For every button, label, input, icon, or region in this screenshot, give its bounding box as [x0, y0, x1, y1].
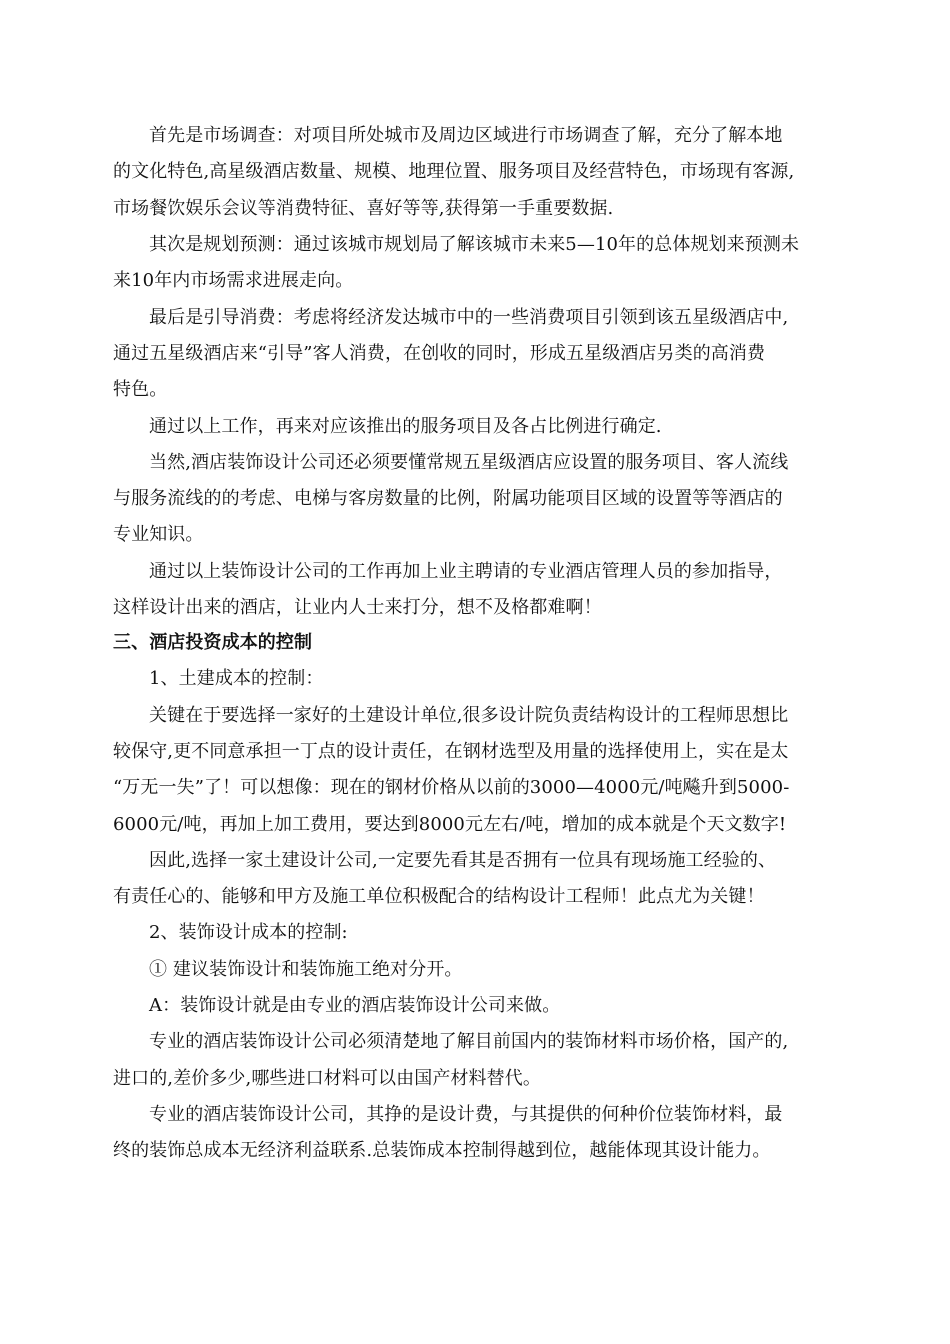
paragraph-line: 较保守,更不同意承担一丁点的设计责任，在钢材选型及用量的选择使用上，实在是太 [113, 741, 789, 762]
paragraph-line: 其次是规划预测：通过该城市规划局了解该城市未来5—10年的总体规划来预测未 [149, 234, 800, 255]
paragraph-line: 来10年内市场需求进展走向。 [113, 270, 354, 291]
paragraph-line: 特色。 [113, 379, 168, 400]
paragraph-line: 终的装饰总成本无经济利益联系.总装饰成本控制得越到位，越能体现其设计能力。 [113, 1140, 771, 1161]
subsection-heading: 1、土建成本的控制： [149, 668, 324, 689]
paragraph-line: “万无一失”了！可以想像：现在的钢材价格从以前的3000—4000元/吨飚升到5000- [113, 777, 790, 798]
paragraph-line: 有责任心的、能够和甲方及施工单位积极配合的结构设计工程师！此点尤为关键！ [113, 886, 765, 907]
paragraph-line: 专业的酒店装饰设计公司，其挣的是设计费，与其提供的何种价位装饰材料，最 [149, 1104, 783, 1125]
paragraph-line: 市场餐饮娱乐会议等消费特征、喜好等等,获得第一手重要数据. [113, 198, 614, 219]
paragraph-line: 当然,酒店装饰设计公司还必须要懂常规五星级酒店应设置的服务项目、客人流线 [149, 452, 789, 473]
paragraph-line: 专业知识。 [113, 524, 204, 545]
paragraph-line: 通过五星级酒店来“引导”客人消费，在创收的同时，形成五星级酒店另类的高消费 [113, 343, 766, 364]
paragraph-line: 6000元/吨，再加上加工费用，要达到8000元左右/吨，增加的成本就是个天文数字! [113, 814, 787, 835]
subsection-heading: 2、装饰设计成本的控制: [149, 922, 348, 943]
paragraph-line: 专业的酒店装饰设计公司必须清楚地了解目前国内的装饰材料市场价格，国产的, [149, 1031, 789, 1052]
section-heading: 三、酒店投资成本的控制 [113, 632, 313, 653]
paragraph-line: 的文化特色,高星级酒店数量、规模、地理位置、服务项目及经营特色，市场现有客源, [113, 161, 795, 182]
paragraph-line: A：装饰设计就是由专业的酒店装饰设计公司来做。 [149, 995, 561, 1016]
paragraph-line: 首先是市场调查：对项目所处城市及周边区域进行市场调查了解，充分了解本地 [149, 125, 783, 146]
paragraph-line: 因此,选择一家土建设计公司,一定要先看其是否拥有一位具有现场施工经验的、 [149, 850, 777, 871]
paragraph-line: 关键在于要选择一家好的土建设计单位,很多设计院负责结构设计的工程师思想比 [149, 705, 789, 726]
list-item: ① 建议装饰设计和装饰施工绝对分开。 [149, 959, 463, 980]
paragraph-line: 进口的,差价多少,哪些进口材料可以由国产材料替代。 [113, 1068, 541, 1089]
paragraph-line: 通过以上工作，再来对应该推出的服务项目及各占比例进行确定. [149, 416, 662, 437]
paragraph-line: 通过以上装饰设计公司的工作再加上业主聘请的专业酒店管理人员的参加指导， [149, 561, 783, 582]
paragraph-line: 与服务流线的的考虑、电梯与客房数量的比例，附属功能项目区域的设置等等酒店的 [113, 488, 783, 509]
paragraph-line: 最后是引导消费：考虑将经济发达城市中的一些消费项目引领到该五星级酒店中, [149, 307, 789, 328]
paragraph-line: 这样设计出来的酒店，让业内人士来打分，想不及格都难啊！ [113, 597, 602, 618]
